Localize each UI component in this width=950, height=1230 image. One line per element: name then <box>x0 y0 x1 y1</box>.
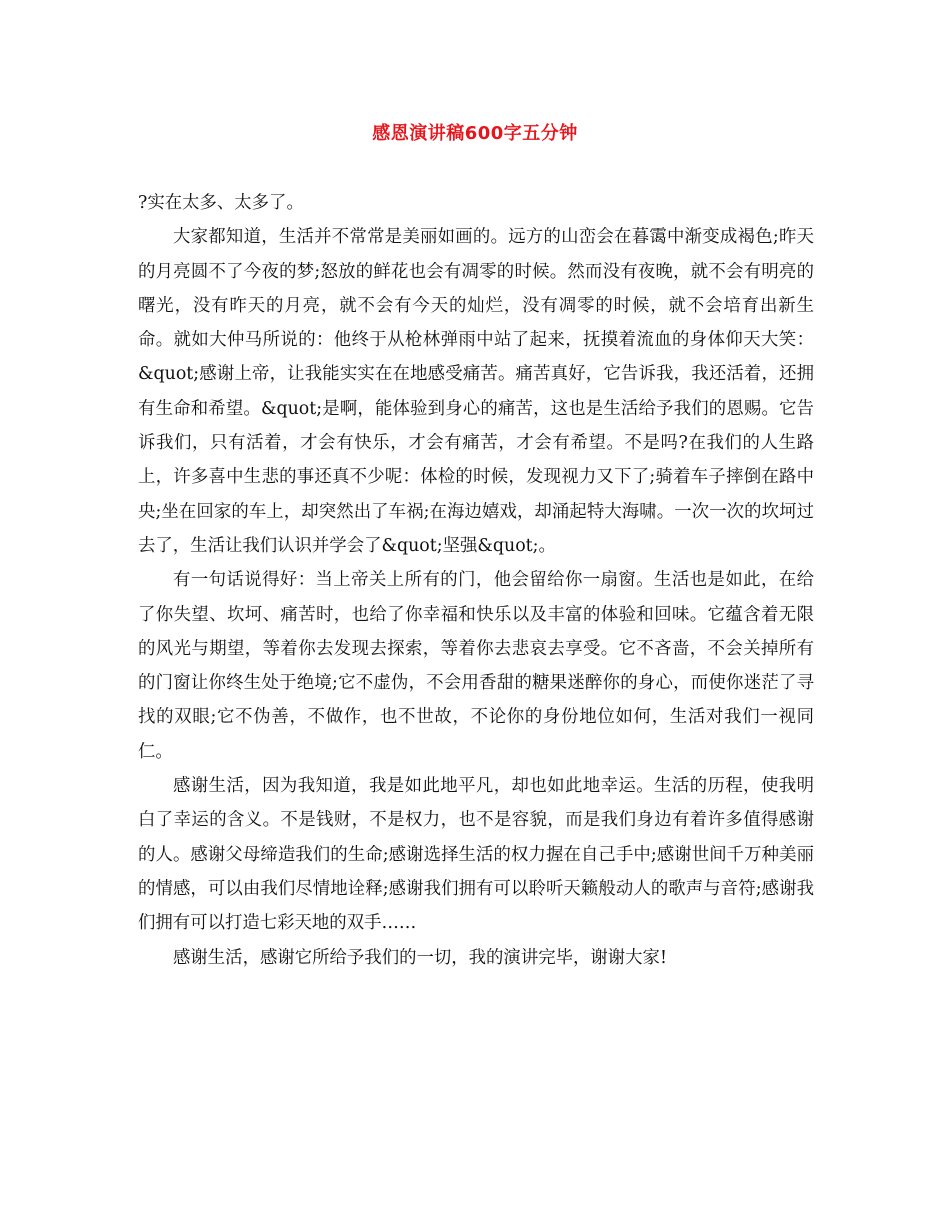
paragraph-window-saying: 有一句话说得好：当上帝关上所有的门，他会留给你一扇窗。生活也是如此，在给了你失望、坎坷、痛苦时，也给了你幸福和快乐以及丰富的体验和回味。它蕴含着无限的风光与期望，等着你去发现去探索，等着你去悲哀去享受。它不吝啬，不会关掉所有的门窗让你终生处于绝境;它不虚伪，不会用香甜的糖果迷醉你的身心，而使你迷茫了寻找的双眼;它不伪善，不做作，也不世故，不论你的身份地位如何，生活对我们一视同仁。 <box>138 570 814 762</box>
paragraph-thank-life: 感谢生活，因为我知道，我是如此地平凡，却也如此地幸运。生活的历程，使我明白了幸运的含义。不是钱财，不是权力，也不是容貌，而是我们身边有着许多值得感谢的人。感谢父母缔造我们的生命;感谢选择生活的权力握在自己手中;感谢世间千万种美丽的情感，可以由我们尽情地诠释;感谢我们拥有可以聆听天籁般动人的歌声与音符;感谢我们拥有可以打造七彩天地的双手…… <box>138 776 814 934</box>
paragraph-closing: 感谢生活，感谢它所给予我们的一切，我的演讲完毕，谢谢大家! <box>173 947 667 968</box>
document-title: 感恩演讲稿600字五分钟 <box>372 123 578 144</box>
paragraph-life-not-always-beautiful: 大家都知道，生活并不常常是美丽如画的。远方的山峦会在暮霭中渐变成褐色;昨天的月亮圆不了今夜的梦;怒放的鲜花也会有凋零的时候。然而没有夜晚，就不会有明亮的曙光，没有昨天的月亮，就不会有今天的灿烂，没有凋零的时候，就不会培育出新生命。就如大仲马所说的：他终于从枪林弹雨中站了起来，抚摸着流血的身体仰天大笑：&quot;感谢上帝，让我能实实在在地感受痛苦。痛苦真好，它告诉我，我还活着，还拥有生命和希望。&quot;是啊，能体验到身心的痛苦，这也是生活给予我们的恩赐。它告诉我们，只有活着，才会有快乐，才会有痛苦，才会有希望。不是吗?在我们的人生路上，许多喜中生悲的事还真不少呢：体检的时候，发现视力又下了;骑着车子摔倒在路中央;坐在回家的车上，却突然出了车祸;在海边嬉戏，却涌起特大海啸。一次一次的坎坷过去了，生活让我们认识并学会了&quot;坚强&quot;。 <box>138 227 814 556</box>
paragraph-intro: ?实在太多、太多了。 <box>138 193 304 213</box>
document-body <box>138 186 814 975</box>
